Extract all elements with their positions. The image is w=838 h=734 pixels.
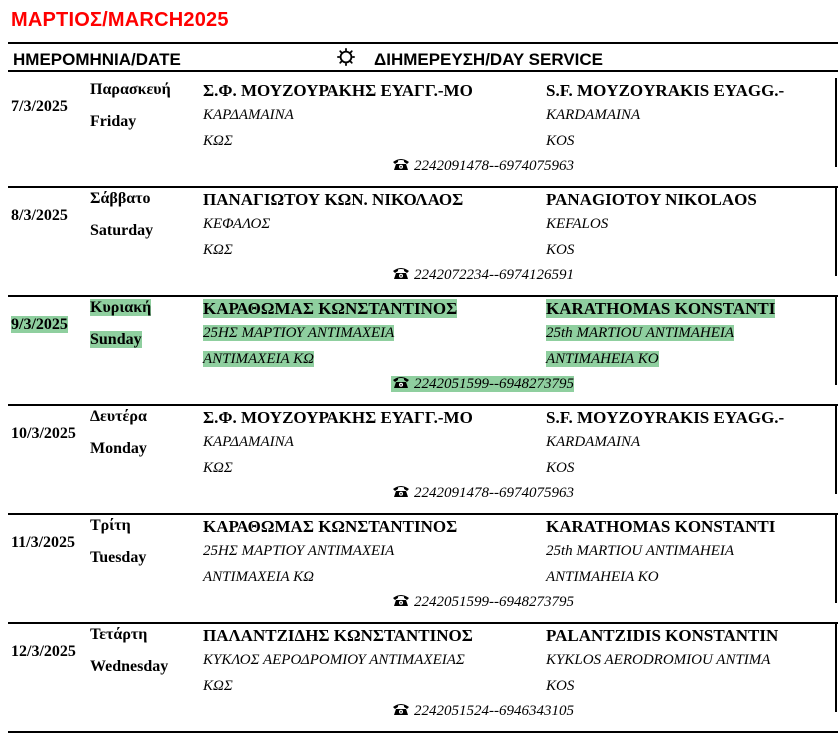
pharmacy-name-greek: ΠΑΛΑΝΤΖΙΔΗΣ ΚΩΝΣΤΑΝΤΙΝΟΣ <box>203 626 473 645</box>
phone-numbers: 2242091478--6974075963 <box>391 157 574 175</box>
address-line1-greek: 25ΗΣ ΜΑΡΤΙΟΥ ΑΝΤΙΜΑΧΕΙΑ <box>203 325 395 341</box>
row-date: 7/3/2025 <box>11 98 68 115</box>
address-line2-greek: ΚΩΣ <box>203 678 233 694</box>
pharmacy-name-greek: Σ.Φ. ΜΟΥΖΟΥΡΑΚΗΣ ΕΥΑΓΓ.-ΜΟ <box>203 408 473 427</box>
table-header <box>8 42 838 72</box>
pharmacy-name-greek: ΚΑΡΑΘΩΜΑΣ ΚΩΝΣΤΑΝΤΙΝΟΣ <box>203 299 458 318</box>
pharmacy-name-greek: ΠΑΝΑΓΙΩΤΟΥ ΚΩΝ. ΝΙΚΟΛΑΟΣ <box>203 190 464 209</box>
row-right-border <box>835 623 837 712</box>
date-column-header: ΗΜΕΡΟΜΗΝΙΑ/DATE <box>13 50 181 69</box>
row-right-border <box>835 296 837 385</box>
pharmacy-name-greek: ΚΑΡΑΘΩΜΑΣ ΚΩΝΣΤΑΝΤΙΝΟΣ <box>203 517 458 536</box>
table-row <box>8 405 838 515</box>
pharmacy-name-english: PALANTZIDIS KONSTANTIN <box>546 626 779 645</box>
row-day-greek: Τρίτη <box>90 517 131 534</box>
address-line1-english: KARDAMAINA <box>546 107 641 123</box>
row-day-english: Friday <box>90 113 137 130</box>
table-row <box>8 296 838 406</box>
address-line1-greek: 25ΗΣ ΜΑΡΤΙΟΥ ΑΝΤΙΜΑΧΕΙΑ <box>203 543 395 559</box>
address-line2-english: KOS <box>546 678 575 694</box>
address-line1-english: KYKLOS AERODROMIOU ANTIMA <box>546 652 771 668</box>
table-row <box>8 514 838 624</box>
address-line2-english: KOS <box>546 133 575 149</box>
row-date: 10/3/2025 <box>11 425 76 442</box>
service-column-header: ΔΙΗΜΕΡΕΥΣΗ/DAY SERVICE <box>374 50 604 69</box>
row-day-greek: Κυριακή <box>90 299 152 316</box>
row-day-english: Monday <box>90 440 147 457</box>
pharmacy-name-english: S.F. MOYZOYRAKIS EYAGG.- <box>546 81 785 100</box>
row-day-english: Saturday <box>90 222 154 239</box>
address-line2-english: KOS <box>546 460 575 476</box>
address-line2-greek: ΚΩΣ <box>203 242 233 258</box>
row-right-border <box>835 187 837 276</box>
telephone-icon <box>391 593 411 607</box>
phone-numbers: 2242051599--6948273795 <box>391 375 574 393</box>
row-day-greek: Δευτέρα <box>90 408 147 425</box>
address-line2-greek: ΑΝΤΙΜΑΧΕΙΑ ΚΩ <box>203 569 314 585</box>
address-line1-english: KEFALOS <box>546 216 609 232</box>
address-line2-greek: ΚΩΣ <box>203 133 233 149</box>
phone-numbers: 2242051599--6948273795 <box>391 593 574 611</box>
telephone-icon <box>391 157 411 171</box>
page-title: ΜΑΡΤΙΟΣ/MARCH2025 <box>11 9 229 31</box>
pharmacy-name-greek: Σ.Φ. ΜΟΥΖΟΥΡΑΚΗΣ ΕΥΑΓΓ.-ΜΟ <box>203 81 473 100</box>
row-right-border <box>835 78 837 167</box>
pharmacy-name-english: PANAGIOTOY NIKOLAOS <box>546 190 757 209</box>
address-line2-greek: ΑΝΤΙΜΑΧΕΙΑ ΚΩ <box>203 351 314 367</box>
address-line1-greek: ΚΑΡΔΑΜΑΙΝΑ <box>203 107 294 123</box>
pharmacy-name-english: S.F. MOYZOYRAKIS EYAGG.- <box>546 408 785 427</box>
row-day-greek: Παρασκευή <box>90 81 171 98</box>
row-date: 9/3/2025 <box>11 316 68 333</box>
row-divider <box>8 731 838 733</box>
table-row <box>8 78 838 188</box>
address-line1-greek: ΚΥΚΛΟΣ ΑΕΡΟΔΡΟΜΙΟΥ ΑΝΤΙΜΑΧΕΙΑΣ <box>203 652 465 668</box>
table-row <box>8 623 838 733</box>
telephone-icon <box>391 702 411 716</box>
row-date: 8/3/2025 <box>11 207 68 224</box>
row-day-english: Wednesday <box>90 658 169 675</box>
table-row <box>8 187 838 297</box>
telephone-icon <box>391 375 411 389</box>
address-line2-english: ANTIMAHEIA KO <box>546 351 659 367</box>
address-line1-english: 25th MARTIOU ANTIMAHEIA <box>546 543 735 559</box>
pharmacy-name-english: KARATHOMAS KONSTANTI <box>546 517 776 536</box>
address-line1-greek: ΚΕΦΑΛΟΣ <box>203 216 271 232</box>
row-date: 12/3/2025 <box>11 643 76 660</box>
address-line1-english: 25th MARTIOU ANTIMAHEIA <box>546 325 735 341</box>
phone-numbers: 2242091478--6974075963 <box>391 484 574 502</box>
address-line2-english: KOS <box>546 242 575 258</box>
row-right-border <box>835 514 837 603</box>
row-day-greek: Τετάρτη <box>90 626 148 643</box>
address-line1-english: KARDAMAINA <box>546 434 641 450</box>
phone-numbers: 2242072234--6974126591 <box>391 266 574 284</box>
pharmacy-name-english: KARATHOMAS KONSTANTI <box>546 299 776 318</box>
row-day-greek: Σάββατο <box>90 190 151 207</box>
row-day-english: Tuesday <box>90 549 147 566</box>
address-line2-english: ANTIMAHEIA KO <box>546 569 659 585</box>
telephone-icon <box>391 484 411 498</box>
address-line1-greek: ΚΑΡΔΑΜΑΙΝΑ <box>203 434 294 450</box>
telephone-icon <box>391 266 411 280</box>
row-date: 11/3/2025 <box>11 534 76 551</box>
sun-icon <box>337 48 355 66</box>
row-right-border <box>835 405 837 494</box>
address-line2-greek: ΚΩΣ <box>203 460 233 476</box>
row-day-english: Sunday <box>90 331 142 348</box>
phone-numbers: 2242051524--6946343105 <box>391 702 574 720</box>
